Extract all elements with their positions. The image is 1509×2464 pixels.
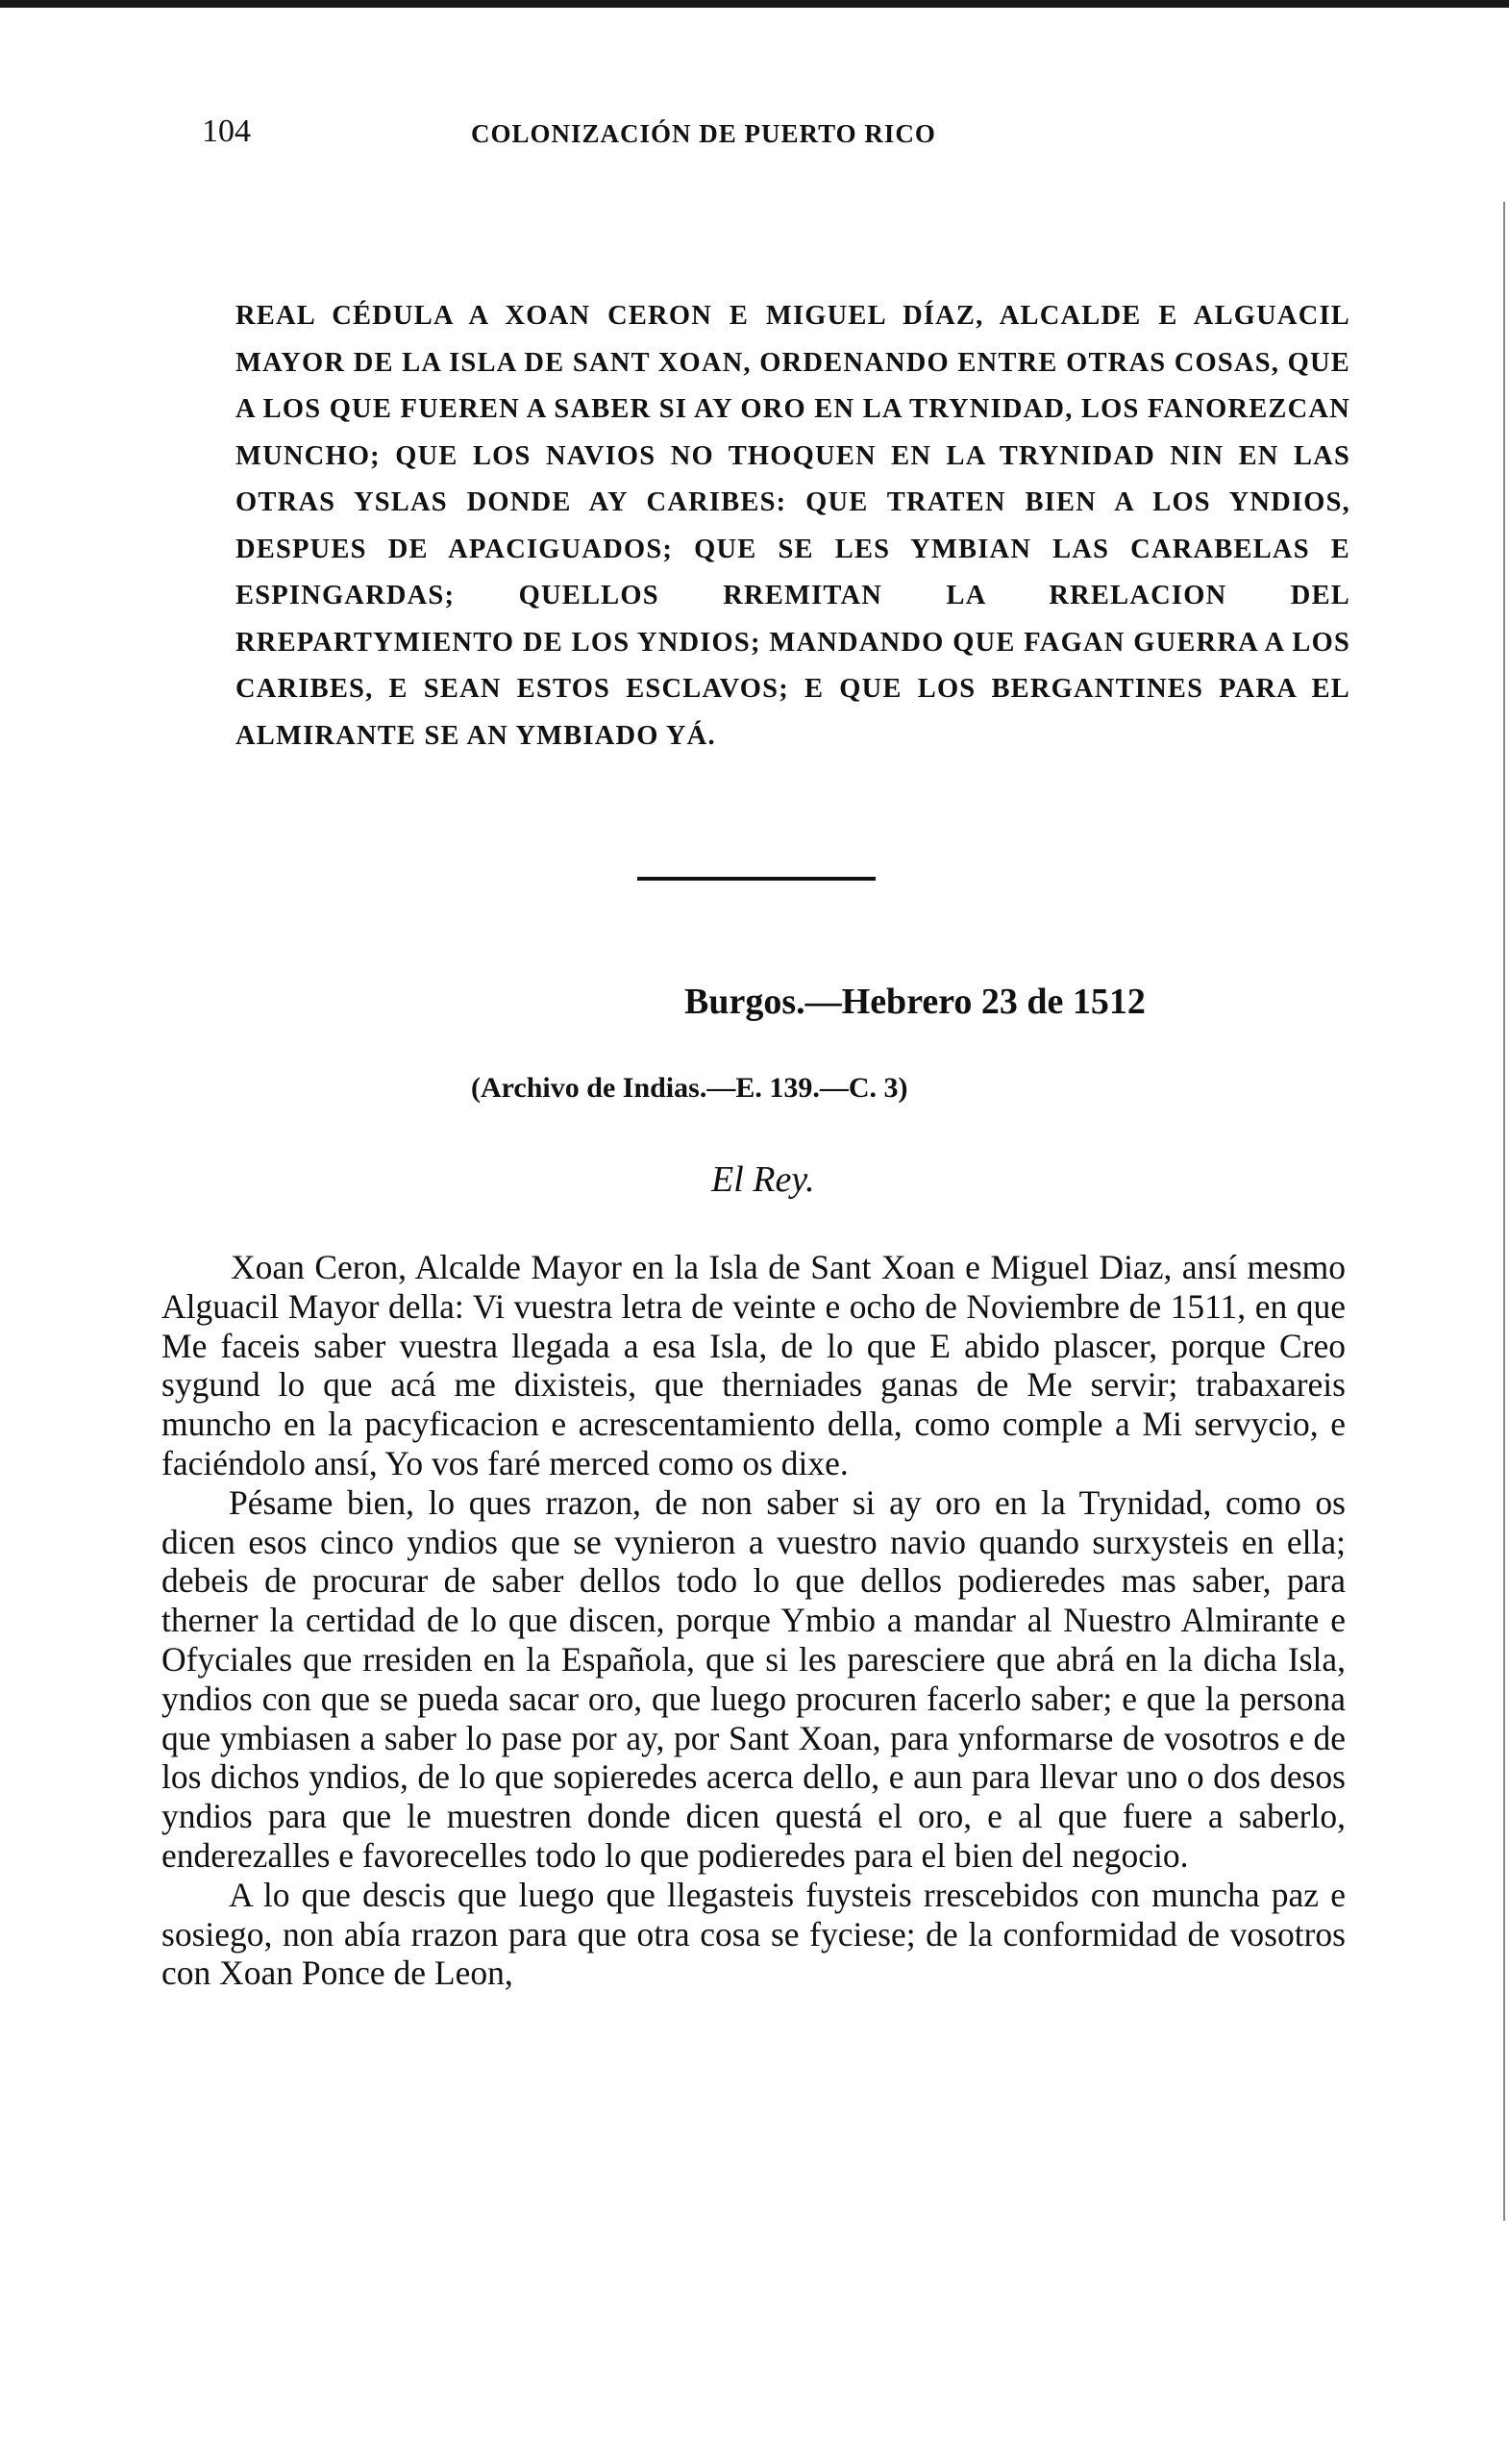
archive-reference: (Archivo de Indias.—E. 139.—C. 3) [471, 1072, 908, 1104]
paragraph: A lo que descis que luego que llegasteis fuysteis rrescebidos con muncha paz e sosiego, non abía rrazon para que otra cosa se fyciese; de la conformidad de vosotros con Xoan Ponce de Leon, [161, 1875, 1346, 1993]
body-text [161, 1248, 1346, 1993]
dateline: Burgos.—Hebrero 23 de 1512 [684, 982, 1146, 1022]
paragraph: Xoan Ceron, Alcalde Mayor en la Isla de Sant Xoan e Miguel Diaz, ansí mesmo Alguacil Mayor della: Vi vuestra letra de veinte e ocho de Noviembre de 1511, en que Me faceis saber vuestra llegada a esa Isla, de lo que E abido plascer, porque Creo sygund lo que acá me dixisteis, que therniades ganas de Me servir; trabaxareis muncho en la pacyficacion e acrescentamiento della, como comple a Mi servycio, e faciéndolo ansí, Yo vos faré merced como os dixe. [161, 1248, 1346, 1482]
margin-line [1503, 202, 1505, 2221]
section-divider [637, 877, 876, 881]
page-number: 104 [202, 113, 251, 149]
document-title: REAL CÉDULA A XOAN CERON E MIGUEL DÍAZ, ALCALDE E ALGUACIL MAYOR DE LA ISLA DE SANT XOAN, ORDENANDO ENTRE OTRAS COSAS, QUE A LOS QUE FUEREN A SABER SI AY ORO EN LA TRYNIDAD, LOS FANOREZCAN MUNCHO; QUE LOS NAVIOS NO THOQUEN EN LA TRYNIDAD NIN EN LAS OTRAS YSLAS DONDE AY CARIBES: QUE TRATEN BIEN A LOS YNDIOS, DESPUES DE APACIGUADOS; QUE SE LES YMBIAN LAS CARABELAS E ESPINGARDAS; QUELLOS RREMITAN LA RRELACION DEL RREPARTYMIENTO DE LOS YNDIOS; MANDANDO QUE FAGAN GUERRA A LOS CARIBES, E SEAN ESTOS ESCLAVOS; E QUE LOS BERGANTINES PARA EL ALMIRANTE SE AN YMBIADO YÁ. [235, 301, 1350, 751]
signature: El Rey. [711, 1159, 815, 1200]
paragraph: Pésame bien, lo ques rrazon, de non saber si ay oro en la Trynidad, como os dicen esos cinco yndios que se vynieron a vuestro navio quando surxysteis en ella; debeis de procurar de saber dellos todo lo que dellos podieredes mas saber, para therner la certidad de lo que discen, porque Ymbio a mandar al Nuestro Almirante e Ofyciales que rresiden en la Española, que si les paresciere que abrá en la dicha Isla, yndios con que se pueda sacar oro, que luego procuren facerlo saber; e que la persona que ymbiasen a saber lo pase por ay, por Sant Xoan, para ynformarse de vosotros e de los dichos yndios, de lo que sopieredes acerca dello, e aun para llevar uno o dos desos yndios para que le muestren donde dicen questá el oro, e al que fuere a saberlo, enderezalles e favorecelles todo lo que podieredes para el bien del negocio. [161, 1482, 1346, 1875]
top-rule [0, 0, 1509, 8]
running-head: COLONIZACIÓN DE PUERTO RICO [471, 119, 936, 148]
page-header [202, 113, 1346, 162]
